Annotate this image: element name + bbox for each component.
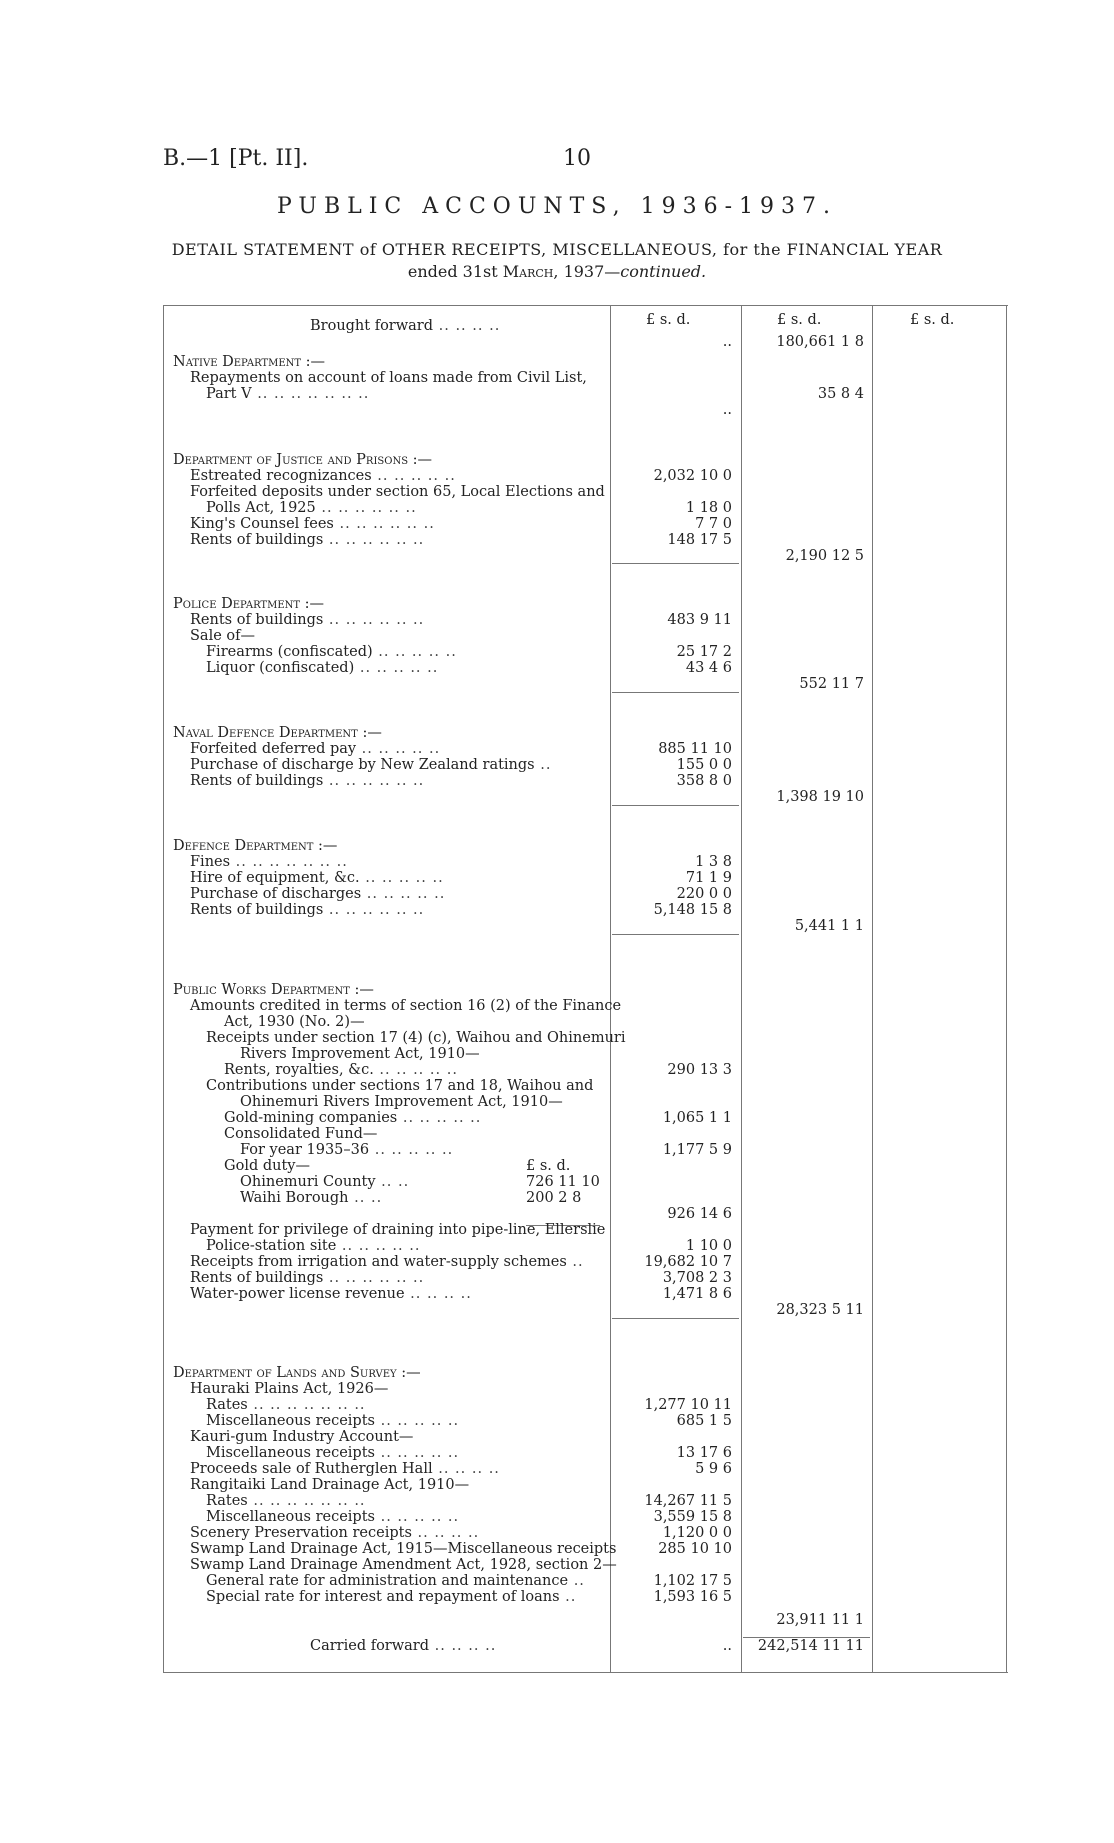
- line-item-label: Rangitaiki Land Drainage Act, 1910—: [190, 1477, 470, 1493]
- amount-cell: 3,559 15 8: [653, 1509, 732, 1525]
- line-item-label: Brought forward .. .. .. ..: [310, 318, 501, 334]
- amount-cell: 220 0 0: [676, 886, 732, 902]
- line-item-label: King's Counsel fees .. .. .. .. .. ..: [190, 516, 435, 532]
- line-item-label: Payment for privilege of draining into pipe-line, Ellerslie: [190, 1222, 606, 1238]
- amount-cell: 1 3 8: [695, 854, 732, 870]
- line-item-label: Ohinemuri Rivers Improvement Act, 1910—: [240, 1094, 563, 1110]
- line-item-label: Rents of buildings .. .. .. .. .. ..: [190, 532, 425, 548]
- line-item-label: Consolidated Fund—: [224, 1126, 378, 1142]
- line-item-label: Rates .. .. .. .. .. .. ..: [206, 1397, 366, 1413]
- section-heading: Police Department :—: [173, 596, 325, 612]
- line-item-label: Rivers Improvement Act, 1910—: [240, 1046, 480, 1062]
- section-heading: Native Department :—: [173, 354, 326, 370]
- line-item-label: Receipts from irrigation and water-supply schemes ..: [190, 1254, 584, 1270]
- line-item-label: Scenery Preservation receipts .. .. .. ..: [190, 1525, 480, 1541]
- line-item-label: Miscellaneous receipts .. .. .. .. ..: [206, 1413, 460, 1429]
- amount-cell: 148 17 5: [667, 532, 732, 548]
- line-item-label: Waihi Borough .. ..: [240, 1190, 383, 1206]
- amount-cell: 1,471 8 6: [662, 1286, 732, 1302]
- line-item-label: Act, 1930 (No. 2)—: [224, 1014, 365, 1030]
- gold-duty-amount: £ s. d.: [526, 1158, 571, 1174]
- line-item-label: Purchase of discharge by New Zealand ratings ..: [190, 757, 552, 773]
- subtotal-rule: [612, 805, 739, 806]
- line-item-label: Special rate for interest and repayment of loans ..: [206, 1589, 577, 1605]
- column-rule-3: [872, 305, 873, 1672]
- amount-cell: 1 18 0: [685, 500, 732, 516]
- line-item-label: Ohinemuri County .. ..: [240, 1174, 410, 1190]
- line-item-label: Contributions under sections 17 and 18, Waihou and: [206, 1078, 594, 1094]
- table-right-rule: [1006, 305, 1007, 1672]
- amount-cell: 180,661 1 8: [776, 334, 864, 350]
- table-left-rule: [163, 305, 164, 1672]
- amount-cell: 926 14 6: [667, 1206, 732, 1222]
- statement-subtitle: ended 31st March, 1937—continued.: [407, 262, 707, 281]
- amount-cell: 1,065 1 1: [662, 1110, 732, 1126]
- line-item-label: Gold duty—: [224, 1158, 310, 1174]
- line-item-label: Rents of buildings .. .. .. .. .. ..: [190, 612, 425, 628]
- amount-cell: 1 10 0: [685, 1238, 732, 1254]
- amount-cell: 242,514 11 11: [757, 1638, 864, 1654]
- page-number: 10: [563, 146, 591, 171]
- table-bottom-rule: [163, 1672, 1008, 1673]
- line-item-label: Rates .. .. .. .. .. .. ..: [206, 1493, 366, 1509]
- line-item-label: Firearms (confiscated) .. .. .. .. ..: [206, 644, 457, 660]
- line-item-label: Repayments on account of loans made from Civil List,: [190, 370, 587, 386]
- subtotal-rule: [612, 1318, 739, 1319]
- amount-cell: 7 7 0: [695, 516, 732, 532]
- amount-cell: 5,148 15 8: [653, 902, 732, 918]
- subtotal-rule: [612, 563, 739, 564]
- table-top-rule: [163, 305, 1008, 306]
- amount-cell: 155 0 0: [676, 757, 732, 773]
- amount-cell: 25 17 2: [676, 644, 732, 660]
- amount-cell: 552 11 7: [799, 676, 864, 692]
- section-heading: Department of Lands and Survey :—: [173, 1365, 421, 1381]
- amount-cell: 71 1 9: [685, 870, 732, 886]
- line-item-label: Liquor (confiscated) .. .. .. .. ..: [206, 660, 439, 676]
- gold-duty-amount: 726 11 10: [526, 1174, 600, 1190]
- line-item-label: Gold-mining companies .. .. .. .. ..: [224, 1110, 482, 1126]
- line-item-label: Swamp Land Drainage Amendment Act, 1928, section 2—: [190, 1557, 617, 1573]
- amount-cell: 2,032 10 0: [653, 468, 732, 484]
- amount-cell: 1,102 17 5: [653, 1573, 732, 1589]
- subtotal-rule: [612, 692, 739, 693]
- line-item-label: Purchase of discharges .. .. .. .. ..: [190, 886, 446, 902]
- amount-cell: ..: [722, 402, 732, 418]
- amount-cell: 19,682 10 7: [644, 1254, 732, 1270]
- line-item-label: Rents, royalties, &c. .. .. .. .. ..: [224, 1062, 458, 1078]
- amount-cell: 483 9 11: [667, 612, 732, 628]
- amount-cell: 1,277 10 11: [644, 1397, 732, 1413]
- line-item-label: Miscellaneous receipts .. .. .. .. ..: [206, 1445, 460, 1461]
- section-heading: Department of Justice and Prisons :—: [173, 452, 433, 468]
- amount-cell: 1,593 16 5: [653, 1589, 732, 1605]
- amount-cell: 1,177 5 9: [662, 1142, 732, 1158]
- line-item-label: Amounts credited in terms of section 16 (2) of the Finance: [190, 998, 622, 1014]
- line-item-label: Swamp Land Drainage Act, 1915—Miscellaneous receipts: [190, 1541, 617, 1557]
- section-heading: Public Works Department :—: [173, 982, 374, 998]
- line-item-label: Part V .. .. .. .. .. .. ..: [206, 386, 370, 402]
- line-item-label: Hauraki Plains Act, 1926—: [190, 1381, 389, 1397]
- column-header-2: £ s. d.: [777, 312, 822, 328]
- amount-cell: 1,398 19 10: [776, 789, 864, 805]
- line-item-label: Water-power license revenue .. .. .. ..: [190, 1286, 472, 1302]
- amount-cell: 885 11 10: [658, 741, 732, 757]
- amount-cell: ..: [722, 1638, 732, 1654]
- amount-cell: 685 1 5: [676, 1413, 732, 1429]
- amount-cell: 290 13 3: [667, 1062, 732, 1078]
- line-item-label: Forfeited deposits under section 65, Local Elections and: [190, 484, 605, 500]
- gold-duty-amount: 200 2 8: [526, 1190, 582, 1206]
- line-item-label: Proceeds sale of Rutherglen Hall .. .. .. ..: [190, 1461, 500, 1477]
- amount-cell: 5,441 1 1: [794, 918, 864, 934]
- amount-cell: 14,267 11 5: [644, 1493, 732, 1509]
- line-item-label: Forfeited deferred pay .. .. .. .. ..: [190, 741, 441, 757]
- document-reference: B.—1 [Pt. II].: [163, 146, 309, 171]
- statement-title: DETAIL STATEMENT of OTHER RECEIPTS, MISCELLANEOUS, for the FINANCIAL YEAR: [171, 240, 943, 259]
- column-header-1: £ s. d.: [646, 312, 691, 328]
- amount-cell: 5 9 6: [695, 1461, 732, 1477]
- subtotal-rule: [612, 934, 739, 935]
- line-item-label: Carried forward .. .. .. ..: [310, 1638, 497, 1654]
- line-item-label: Rents of buildings .. .. .. .. .. ..: [190, 1270, 425, 1286]
- amount-cell: 2,190 12 5: [785, 548, 864, 564]
- amount-cell: 285 10 10: [658, 1541, 732, 1557]
- line-item-label: Rents of buildings .. .. .. .. .. ..: [190, 902, 425, 918]
- line-item-label: Receipts under section 17 (4) (c), Waihou and Ohinemuri: [206, 1030, 626, 1046]
- line-item-label: General rate for administration and maintenance ..: [206, 1573, 585, 1589]
- amount-cell: 43 4 6: [685, 660, 732, 676]
- page-title: PUBLIC ACCOUNTS, 1936-1937.: [277, 194, 837, 219]
- line-item-label: Rents of buildings .. .. .. .. .. ..: [190, 773, 425, 789]
- amount-cell: 35 8 4: [817, 386, 864, 402]
- amount-cell: 1,120 0 0: [662, 1525, 732, 1541]
- line-item-label: Hire of equipment, &c. .. .. .. .. ..: [190, 870, 444, 886]
- column-header-3: £ s. d.: [910, 312, 955, 328]
- amount-cell: 13 17 6: [676, 1445, 732, 1461]
- amount-cell: 358 8 0: [676, 773, 732, 789]
- amount-cell: ..: [722, 334, 732, 350]
- line-item-label: Fines .. .. .. .. .. .. ..: [190, 854, 348, 870]
- line-item-label: Police-station site .. .. .. .. ..: [206, 1238, 421, 1254]
- amount-cell: 23,911 11 1: [776, 1612, 864, 1628]
- line-item-label: For year 1935–36 .. .. .. .. ..: [240, 1142, 454, 1158]
- section-heading: Defence Department :—: [173, 838, 338, 854]
- amount-cell: 3,708 2 3: [662, 1270, 732, 1286]
- column-rule-1: [610, 305, 611, 1672]
- line-item-label: Miscellaneous receipts .. .. .. .. ..: [206, 1509, 460, 1525]
- column-rule-2: [741, 305, 742, 1672]
- line-item-label: Sale of—: [190, 628, 256, 644]
- amount-cell: 28,323 5 11: [776, 1302, 864, 1318]
- line-item-label: Kauri-gum Industry Account—: [190, 1429, 414, 1445]
- line-item-label: Estreated recognizances .. .. .. .. ..: [190, 468, 456, 484]
- line-item-label: Polls Act, 1925 .. .. .. .. .. ..: [206, 500, 417, 516]
- section-heading: Naval Defence Department :—: [173, 725, 382, 741]
